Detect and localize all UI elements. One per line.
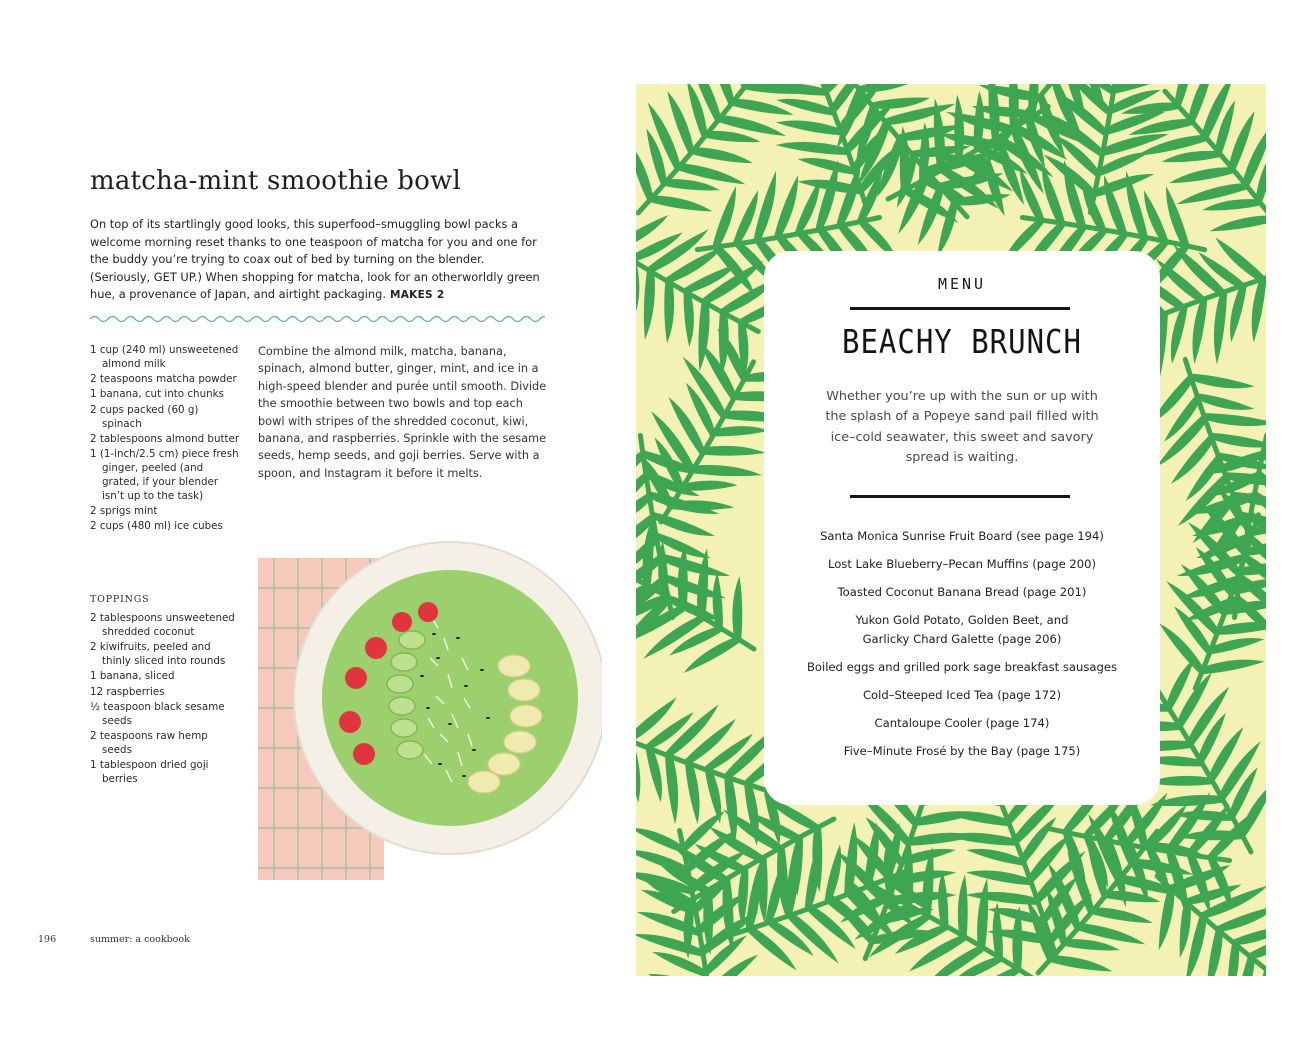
menu-item: Cantaloupe Cooler (page 174): [874, 715, 1050, 730]
ingredient-item: 2 cups packed (60 g) spinach: [90, 403, 199, 430]
menu-title: BEACHY BRUNCH: [842, 322, 1082, 362]
ingredient-item: 2 tablespoons almond butter: [90, 432, 240, 445]
topping-item: 12 raspberries: [90, 685, 165, 698]
toppings-heading: TOPPINGS: [90, 594, 150, 605]
method-text: Combine the almond milk, matcha, banana, spinach, almond butter, ginger, mint, and ice in a high-speed blender and purée until smooth. Divide the smoothie between two bowls and top each bowl with stripes of the shredded coconut, kiwi, banana, and raspberries. Sprinkle with the sesame seeds, hemp seeds, and goji berries. Serve with a spoon, and Instagram it before it melts.: [258, 345, 547, 480]
topping-item: 1 banana, sliced: [90, 670, 175, 683]
smoothie-surface: [322, 570, 578, 826]
makes-label: MAKES 2: [389, 289, 445, 301]
topping-item: ½ teaspoon black sesame seeds: [90, 700, 225, 727]
topping-item: 2 teaspoons raw hemp seeds: [90, 729, 208, 756]
menu-card: [764, 251, 1160, 805]
smoothie-bowl-illustration: [252, 538, 602, 888]
menu-item: Cold–Steeped Iced Tea (page 172): [862, 687, 1062, 702]
menu-item: Boiled eggs and grilled pork sage breakfast sausages: [806, 659, 1118, 674]
toppings-list: [90, 611, 240, 787]
topping-item: 2 kiwifruits, peeled and thinly sliced into rounds: [90, 641, 226, 668]
ingredient-item: 1 cup (240 ml) unsweetened almond milk: [90, 344, 239, 370]
intro-text: On top of its startlingly good looks, this superfood–smuggling bowl packs a welcome morning reset thanks to one teaspoon of matcha for you and one for the buddy you’re trying to coax out of bed by turning on the blender. (Seriously, GET UP.) When shopping for matcha, look for an otherworldly green hue, a provenance of Japan, and airtight packaging.: [90, 217, 540, 301]
menu-items-list: [764, 527, 1160, 770]
menu-page: [636, 84, 1266, 976]
topping-item: 2 tablespoons unsweetened shredded coconut: [90, 612, 235, 638]
left-page: [0, 0, 636, 1052]
page-number: 196: [38, 934, 57, 945]
topping-item: 1 tablespoon dried goji berries: [90, 759, 209, 786]
ingredient-item: 1 (1-inch/2.5 cm) piece fresh ginger, peeled (and grated, if your blender isn’t up to the task): [90, 447, 239, 502]
running-footer: summer: a cookbook: [90, 934, 190, 945]
menu-rule-top: [850, 307, 1070, 310]
menu-item: Lost Lake Blueberry–Pecan Muffins (page 200): [827, 557, 1097, 571]
menu-item: Toasted Coconut Banana Bread (page 201): [837, 585, 1087, 599]
ingredient-item: 2 teaspoons matcha powder: [90, 373, 237, 386]
recipe-intro: [90, 216, 540, 305]
ingredient-item: 2 cups (480 ml) ice cubes: [90, 520, 223, 533]
wave-divider: [90, 312, 545, 326]
ingredient-item: 2 sprigs mint: [90, 505, 158, 518]
ingredients-list: [90, 343, 240, 535]
recipe-title: matcha-mint smoothie bowl: [90, 166, 461, 196]
menu-description: Whether you’re up with the sun or up with the splash of a Popeye sand pail filled with ice–cold seawater, this sweet and savory spread is waiting.: [825, 389, 1099, 465]
menu-item: Yukon Gold Potato, Golden Beet, and Garlicky Chard Galette (page 206): [855, 613, 1069, 646]
ingredient-item: 1 banana, cut into chunks: [90, 388, 224, 401]
menu-label: MENU: [937, 275, 987, 293]
menu-item: Santa Monica Sunrise Fruit Board (see page 194): [820, 529, 1104, 543]
menu-item: Five–Minute Frosé by the Bay (page 175): [843, 743, 1081, 758]
menu-rule-bottom: [850, 495, 1070, 498]
